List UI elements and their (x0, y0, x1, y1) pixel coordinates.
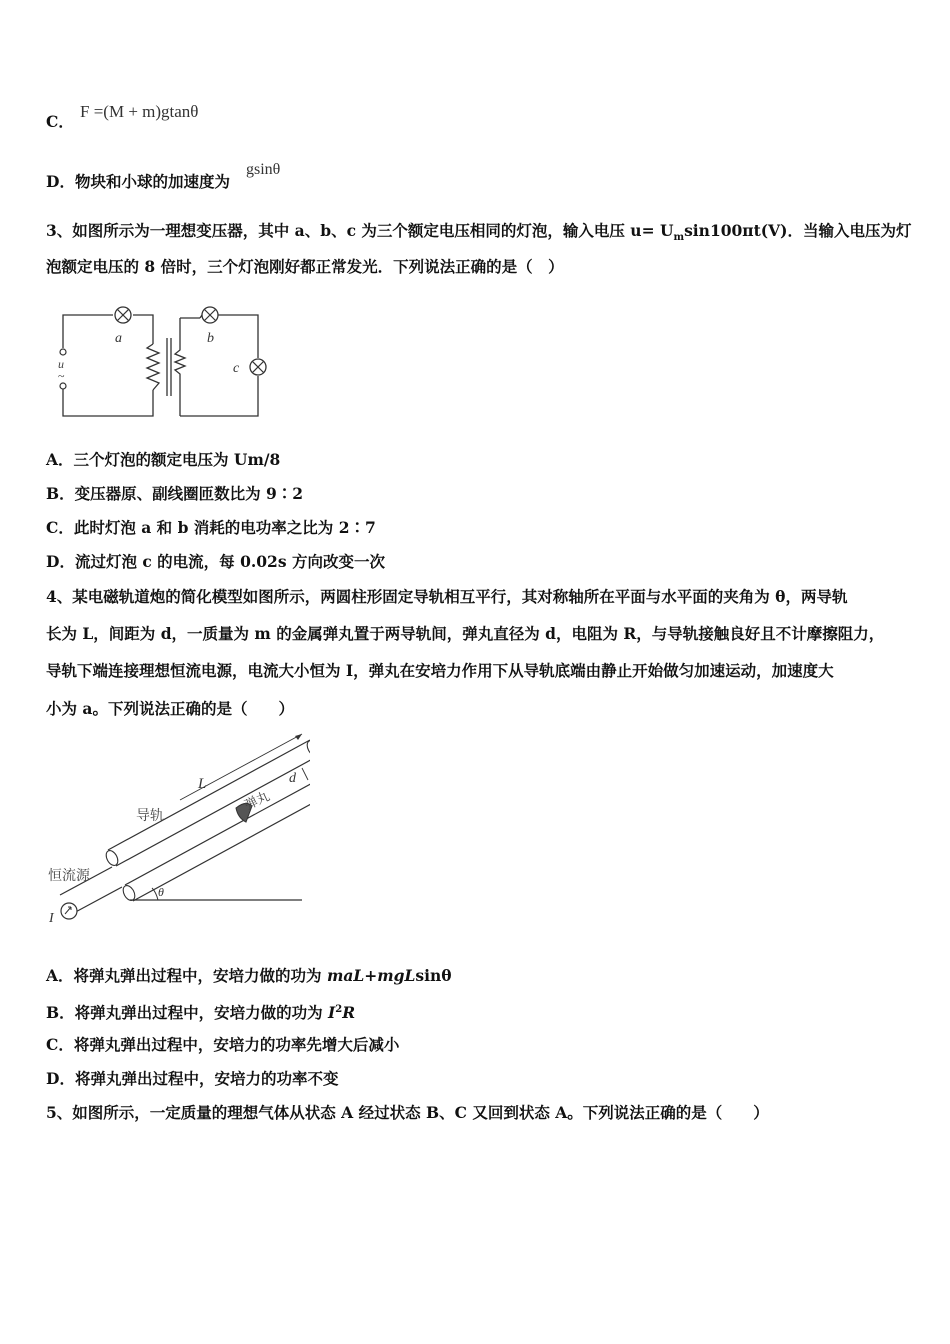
q3-option-a: A．三个灯泡的额定电压为 Um/8 (46, 450, 281, 469)
q4-railgun-figure (40, 730, 310, 930)
label-bullet: 弹丸 (241, 788, 272, 813)
q4-option-b: B．将弹丸弹出过程中，安培力做的功为 $I^2R$ (46, 1003, 356, 1023)
q5-stem: 5、如图所示，一定质量的理想气体从状态 A 经过状态 B、C 又回到状态 A。下列说法正确的是（ ） (46, 1103, 769, 1122)
lamp-c (250, 359, 266, 375)
label-source: 恒流源 (48, 869, 90, 884)
prev-option-d: D．物块和小球的加速度为 (46, 172, 230, 191)
label-I: I (49, 911, 54, 926)
q3-transformer-figure (55, 298, 270, 428)
q3-stem-line1: 3、如图所示为一理想变压器，其中 a、b、c 为三个额定电压相同的灯泡，输入电压 $u= U_m\sin 100\pi t(V)$．当输入电压为灯 (46, 221, 912, 244)
prev-option-c (46, 112, 74, 132)
primary-coil (147, 344, 159, 390)
q3-option-b: B．变压器原、副线圈匝数比为 9∶2 (46, 484, 304, 503)
secondary-coil (175, 318, 185, 416)
label-rail: 导轨 (136, 809, 164, 824)
lower-rail (121, 775, 310, 902)
q4-stem-line2: 长为 L，间距为 d，一质量为 m 的金属弹丸置于两导轨间，弹丸直径为 d，电阻为 R，与导轨接触良好且不计摩擦阻力， (46, 624, 885, 643)
terminal-bottom (60, 383, 66, 389)
prev-option-d-formula: gsinθ (246, 161, 281, 178)
q4-stem-line4: 小为 a。下列说法正确的是（ ） (46, 699, 294, 718)
q4-stem-line1: 4、某电磁轨道炮的简化模型如图所示，两圆柱形固定导轨相互平行，其对称轴所在平面与水平面的夹角为 θ，两导轨 (46, 587, 848, 606)
label-L: L (198, 776, 207, 792)
prev-option-c-label: C． (46, 112, 74, 131)
q3-stem-line2: 泡额定电压的 8 倍时，三个灯泡刚好都正常发光．下列说法正确的是（ ） (46, 257, 564, 276)
label-tilde: ~ (58, 369, 65, 383)
label-theta: θ (158, 885, 164, 899)
terminal-top (60, 349, 66, 355)
label-a: a (115, 331, 122, 346)
label-u: u (58, 357, 64, 371)
prev-option-c-formula: F =(M + m)gtanθ (80, 102, 199, 121)
q4-option-a: A．将弹丸弹出过程中，安培力做的功为 maL+mgLsinθ (46, 966, 452, 985)
q4-option-d: D．将弹丸弹出过程中，安培力的功率不变 (46, 1069, 339, 1088)
lamp-b (202, 307, 218, 323)
label-c: c (233, 361, 240, 376)
gap-arrow (302, 768, 308, 780)
q4-option-c: C．将弹丸弹出过程中，安培力的功率先增大后减小 (46, 1035, 400, 1054)
upper-rail (104, 740, 310, 867)
q4-stem-line3: 导轨下端连接理想恒流电源，电流大小恒为 I，弹丸在安培力作用下从导轨底端由静止开始做匀加速运动，加速度大 (46, 661, 834, 680)
q3-option-d: D．流过灯泡 c 的电流，每 0.02s 方向改变一次 (46, 552, 385, 571)
lamp-a (115, 307, 131, 323)
q3-option-c: C．此时灯泡 a 和 b 消耗的电功率之比为 2∶7 (46, 518, 376, 537)
label-b: b (207, 331, 214, 346)
label-d: d (289, 771, 296, 786)
